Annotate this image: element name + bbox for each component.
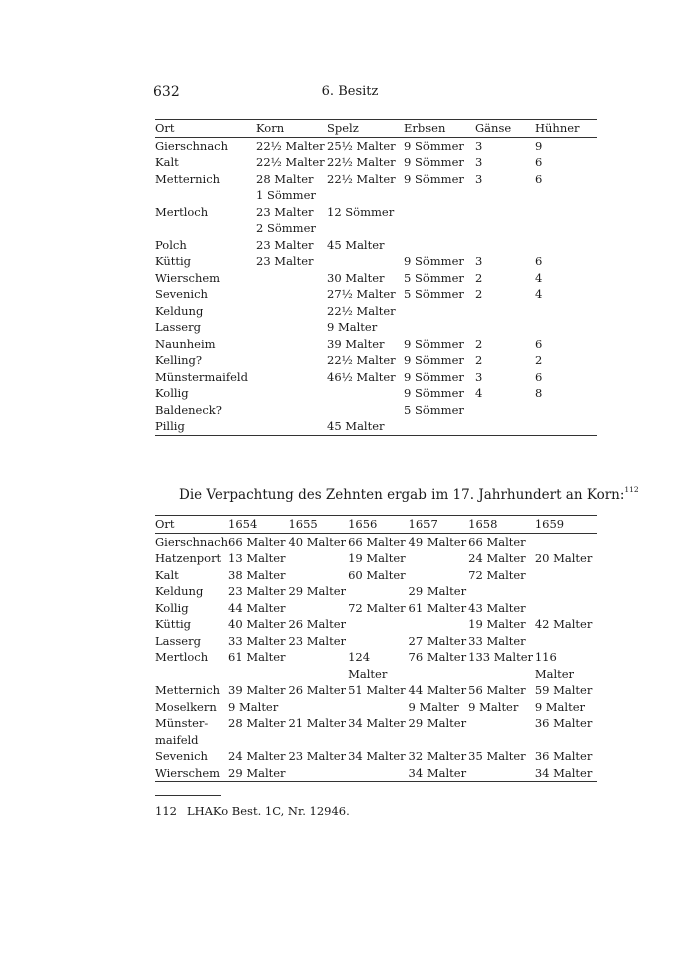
value-cell: 23 Malter — [228, 584, 286, 598]
value-cell: 3 — [475, 138, 483, 153]
column-header: Hühner — [535, 120, 597, 138]
column-header: 1655 — [288, 516, 348, 534]
table-row — [155, 583, 597, 600]
place-cell: Sevenich — [155, 287, 208, 301]
place-cell: Küttig — [155, 617, 192, 631]
value-cell — [535, 303, 597, 320]
table-row — [155, 600, 597, 617]
table-caption — [179, 487, 639, 503]
value-cell: 72 Malter — [348, 600, 406, 615]
value-cell: 36 Malter — [534, 716, 593, 730]
value-cell: 27 Malter — [408, 633, 467, 648]
value-cell: 66 Malter — [468, 534, 526, 549]
table-row — [155, 253, 597, 270]
value-cell: 20 Malter — [534, 551, 593, 565]
value-cell: 34 Malter — [409, 765, 469, 782]
value-cell: 22½ Malter — [327, 155, 396, 169]
value-cell: 76 Malter — [408, 650, 467, 664]
value-cell: 25½ Malter — [327, 138, 396, 153]
place-cell: Moselkern — [155, 699, 217, 714]
table-row — [155, 286, 597, 303]
place-cell: Lasserg — [155, 633, 201, 648]
value-cell — [535, 204, 597, 237]
value-cell — [327, 253, 404, 270]
place-cell: Kalt — [155, 567, 179, 582]
table-row — [155, 336, 597, 353]
value-cell — [348, 633, 408, 650]
column-header: Ort — [155, 120, 256, 138]
column-header: 1659 — [535, 516, 597, 534]
value-cell: 6 — [535, 171, 543, 186]
table-row — [155, 369, 597, 386]
value-cell: 9 Malter — [327, 320, 378, 334]
value-cell: 34 Malter — [348, 749, 406, 763]
table-row — [155, 352, 597, 369]
value-cell — [475, 237, 535, 254]
value-cell — [409, 567, 469, 584]
value-cell: 6 — [535, 336, 543, 351]
header-row — [155, 516, 597, 534]
table-row — [155, 633, 597, 650]
value-cell: 51 Malter — [348, 683, 406, 697]
table-row — [155, 418, 597, 435]
table-row — [155, 616, 597, 633]
value-cell — [348, 583, 408, 600]
value-cell — [535, 319, 597, 336]
place-cell: Metternich — [155, 683, 221, 697]
place-cell: Polch — [155, 237, 187, 252]
value-cell: 13 Malter — [228, 551, 286, 565]
value-cell — [256, 352, 327, 369]
value-cell: 9 Sömmer — [404, 155, 464, 169]
value-cell: 12 Sömmer — [327, 204, 395, 219]
value-cell — [535, 583, 597, 600]
place-cell: Hatzenport — [155, 551, 222, 565]
column-header: 1654 — [228, 516, 288, 534]
value-cell — [256, 270, 327, 287]
table-row — [155, 154, 597, 171]
table-row — [155, 402, 597, 419]
value-cell: 36 Malter — [534, 749, 593, 763]
footnote-text: LHAKo Best. 1C, Nr. 12946. — [186, 804, 350, 818]
value-cell: 61 Malter — [408, 600, 467, 615]
value-cell: 23 Malter — [256, 254, 314, 268]
value-cell — [256, 385, 327, 402]
value-cell — [409, 550, 469, 567]
value-cell: 9 Sömmer — [404, 171, 464, 186]
value-cell: 9 Sömmer — [404, 138, 464, 153]
value-cell: 5 Sömmer — [404, 270, 464, 285]
value-cell: 33 Malter — [468, 633, 526, 648]
value-cell: 8 — [535, 386, 543, 400]
value-cell: 23 Malter — [288, 749, 347, 763]
value-cell: 4 — [535, 287, 543, 301]
value-cell: 34 Malter — [348, 716, 406, 730]
place-cell: Münster- maifeld — [155, 716, 209, 747]
value-cell: 22½ Malter — [256, 138, 325, 153]
value-cell: 3 — [475, 155, 483, 169]
value-cell: 59 Malter — [534, 683, 593, 697]
table-row — [155, 303, 597, 320]
place-cell: Mertloch — [155, 204, 209, 219]
table-row — [155, 550, 597, 567]
place-cell: Gierschnach — [155, 534, 229, 549]
table-row — [155, 137, 597, 154]
value-cell: 38 Malter — [228, 567, 286, 582]
value-cell — [404, 237, 475, 254]
value-cell: 133 Malter — [468, 650, 533, 664]
value-cell: 116 Malter — [534, 650, 575, 681]
column-header: Gänse — [475, 120, 535, 138]
value-cell: 42 Malter — [534, 617, 593, 631]
tithe-dues-table-body — [155, 137, 597, 435]
column-header: 1657 — [409, 516, 469, 534]
value-cell: 40 Malter — [228, 617, 286, 631]
value-cell: 124 Malter — [348, 650, 388, 681]
value-cell — [256, 418, 327, 435]
value-cell — [535, 533, 597, 550]
value-cell: 32 Malter — [408, 749, 467, 763]
tithe-lease-table-body — [155, 533, 597, 782]
value-cell: 5 Sömmer — [404, 287, 464, 301]
table-row — [155, 533, 597, 550]
tithe-dues-table-header — [155, 120, 597, 138]
value-cell — [256, 369, 327, 386]
value-cell — [256, 286, 327, 303]
value-cell — [256, 319, 327, 336]
tithe-dues-table — [155, 119, 597, 436]
value-cell: 2 — [475, 336, 483, 351]
value-cell: 23 Malter — [256, 237, 314, 252]
value-cell: 72 Malter — [468, 567, 526, 582]
table-row — [155, 319, 597, 336]
page-number: 632 — [153, 84, 180, 100]
place-cell: Mertloch — [155, 650, 209, 664]
value-cell: 3 — [475, 254, 483, 268]
footnote-reference[interactable]: 112 — [624, 485, 639, 494]
place-cell: Münstermaifeld — [155, 369, 248, 384]
value-cell: 56 Malter — [468, 683, 526, 697]
column-header: 1656 — [348, 516, 408, 534]
value-cell: 29 Malter — [408, 584, 467, 598]
value-cell — [475, 319, 535, 336]
value-cell: 19 Malter — [348, 551, 406, 565]
value-cell: 26 Malter — [288, 683, 347, 697]
place-cell: Gierschnach — [155, 138, 229, 153]
column-header: Spelz — [327, 120, 404, 138]
place-cell: Wierschem — [155, 270, 221, 285]
place-cell: Lasserg — [155, 320, 201, 334]
table-row — [155, 715, 597, 748]
place-cell: Keldung — [155, 303, 204, 318]
value-cell: 9 Sömmer — [404, 353, 464, 367]
value-cell: 9 Sömmer — [404, 254, 464, 268]
value-cell: 9 Sömmer — [404, 386, 464, 400]
value-cell: 33 Malter — [228, 633, 286, 648]
table-row — [155, 385, 597, 402]
value-cell: 29 Malter — [288, 584, 347, 598]
value-cell: 22½ Malter — [327, 171, 396, 186]
value-cell: 29 Malter — [408, 716, 467, 730]
value-cell — [327, 402, 404, 419]
table-row — [155, 237, 597, 254]
value-cell — [468, 715, 535, 748]
value-cell — [404, 418, 475, 435]
place-cell: Kollig — [155, 600, 189, 615]
value-cell: 34 Malter — [535, 765, 597, 782]
value-cell: 23 Malter 2 Sömmer — [256, 204, 316, 235]
footnote-rule — [155, 795, 221, 796]
place-cell: Sevenich — [155, 749, 208, 763]
table-row — [155, 699, 597, 716]
value-cell: 5 Sömmer — [404, 402, 464, 417]
table-row — [155, 765, 597, 782]
value-cell: 4 — [475, 386, 483, 400]
value-cell: 9 — [535, 138, 543, 153]
running-head: 6. Besitz — [321, 84, 379, 99]
value-cell: 35 Malter — [468, 749, 526, 763]
value-cell — [288, 550, 348, 567]
value-cell: 9 Malter — [534, 699, 586, 714]
table-row — [155, 682, 597, 699]
table-row — [155, 748, 597, 765]
value-cell: 3 — [475, 369, 483, 384]
value-cell — [256, 303, 327, 320]
value-cell: 9 Sömmer — [404, 336, 464, 351]
value-cell: 66 Malter — [348, 534, 406, 549]
value-cell: 9 Malter — [468, 699, 519, 714]
value-cell: 2 — [475, 353, 483, 367]
value-cell — [288, 699, 348, 716]
header-row — [155, 120, 597, 138]
column-header: Korn — [256, 120, 327, 138]
tithe-lease-table-header — [155, 516, 597, 534]
value-cell — [468, 583, 535, 600]
value-cell — [327, 385, 404, 402]
value-cell: 6 — [535, 369, 543, 384]
value-cell: 23 Malter — [288, 633, 347, 648]
value-cell: 9 Malter — [228, 699, 279, 714]
place-cell: Kollig — [155, 386, 189, 400]
value-cell: 22½ Malter — [327, 353, 396, 367]
value-cell: 45 Malter — [327, 237, 385, 252]
value-cell: 22½ Malter — [327, 303, 396, 318]
value-cell: 6 — [535, 155, 543, 169]
table-row — [155, 649, 597, 682]
footnote — [155, 804, 350, 818]
value-cell: 40 Malter — [288, 534, 347, 549]
value-cell: 46½ Malter — [327, 369, 396, 384]
place-cell: Wierschem — [155, 765, 228, 782]
value-cell: 19 Malter — [468, 617, 526, 631]
value-cell — [348, 765, 408, 782]
place-cell: Baldeneck? — [155, 402, 222, 417]
tithe-lease-table — [155, 515, 597, 782]
value-cell: 2 — [535, 353, 543, 367]
value-cell — [348, 699, 408, 716]
place-cell: Küttig — [155, 254, 192, 268]
place-cell: Pillig — [155, 418, 256, 435]
value-cell: 3 — [475, 171, 483, 186]
column-header: Ort — [155, 516, 228, 534]
value-cell: 6 — [535, 254, 543, 268]
value-cell: 61 Malter — [228, 650, 286, 664]
value-cell: 60 Malter — [348, 567, 406, 582]
value-cell: 21 Malter — [288, 716, 347, 730]
value-cell: 4 — [535, 270, 543, 285]
value-cell: 2 — [475, 287, 483, 301]
value-cell — [288, 765, 348, 782]
place-cell: Keldung — [155, 584, 204, 598]
value-cell — [409, 616, 469, 633]
value-cell: 39 Malter — [327, 336, 385, 351]
value-cell — [404, 319, 475, 336]
value-cell — [535, 633, 597, 650]
value-cell: 22½ Malter — [256, 155, 325, 169]
table-row — [155, 204, 597, 237]
value-cell — [348, 616, 408, 633]
column-header: 1658 — [468, 516, 535, 534]
value-cell: 28 Malter — [228, 716, 286, 730]
value-cell — [475, 303, 535, 320]
value-cell: 49 Malter — [408, 534, 467, 549]
table-row — [155, 567, 597, 584]
value-cell — [404, 204, 475, 237]
place-cell: Kelling? — [155, 353, 203, 367]
value-cell — [535, 402, 597, 419]
value-cell — [468, 765, 535, 782]
table-row — [155, 270, 597, 287]
value-cell: 30 Malter — [327, 270, 385, 285]
value-cell — [535, 600, 597, 617]
value-cell: 39 Malter — [228, 683, 286, 697]
value-cell — [475, 418, 535, 435]
value-cell — [535, 418, 597, 435]
caption-text: Die Verpachtung des Zehnten ergab im 17. Jahrhundert an Korn: — [179, 487, 625, 503]
value-cell: 66 Malter — [228, 534, 286, 549]
value-cell: 24 Malter — [228, 749, 286, 763]
value-cell — [256, 402, 327, 419]
value-cell — [288, 649, 348, 682]
value-cell: 27½ Malter — [327, 287, 396, 301]
place-cell: Metternich — [155, 171, 221, 186]
value-cell: 9 Sömmer — [404, 369, 464, 384]
value-cell — [475, 204, 535, 237]
value-cell — [475, 402, 535, 419]
value-cell: 24 Malter — [468, 551, 526, 565]
value-cell: 45 Malter — [327, 418, 404, 435]
value-cell — [535, 567, 597, 584]
value-cell: 44 Malter — [228, 600, 286, 615]
value-cell: 28 Malter 1 Sömmer — [256, 171, 316, 202]
column-header: Erbsen — [404, 120, 475, 138]
value-cell — [288, 600, 348, 617]
value-cell: 9 Malter — [408, 699, 459, 714]
value-cell — [535, 237, 597, 254]
value-cell: 26 Malter — [288, 617, 347, 631]
table-row — [155, 171, 597, 204]
value-cell: 2 — [475, 270, 483, 285]
place-cell: Naunheim — [155, 336, 216, 351]
value-cell: 29 Malter — [228, 765, 288, 782]
value-cell — [256, 336, 327, 353]
value-cell — [404, 303, 475, 320]
value-cell: 43 Malter — [468, 600, 526, 615]
value-cell — [288, 567, 348, 584]
place-cell: Kalt — [155, 155, 179, 169]
value-cell: 44 Malter — [408, 683, 467, 697]
footnote-number: 112 — [155, 804, 177, 818]
